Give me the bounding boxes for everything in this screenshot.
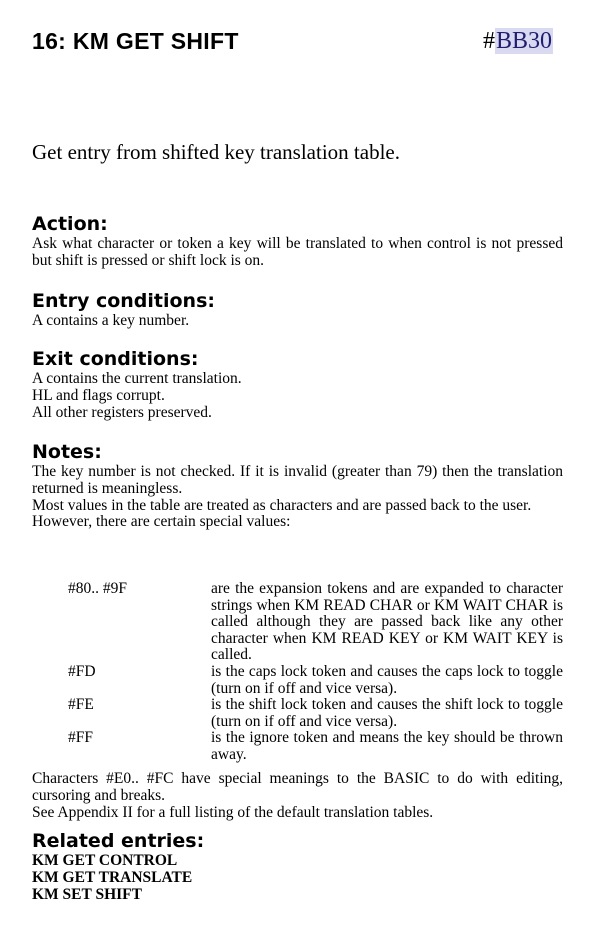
notes-paragraph: The key number is not checked. If it is invalid (greater than 79) then the translation [32,463,563,480]
special-value-row [68,730,563,763]
entry-conditions-text: A contains a key number. [32,312,190,329]
exit-conditions-heading: Exit conditions: [32,348,199,370]
entry-summary: Get entry from shifted key translation table. [32,140,400,164]
related-entry-link[interactable]: KM SET SHIFT [32,885,142,903]
special-value-row [68,664,563,697]
exit-line: All other registers preserved. [32,403,212,421]
notes-paragraph: See Appendix II for a full listing of the default translation tables. [32,803,434,821]
address-hash: # [482,28,495,54]
entry-address [483,28,553,55]
special-value-row [68,697,563,730]
related-entries-heading: Related entries: [32,830,205,852]
entry-conditions-heading: Entry conditions: [32,290,215,312]
special-value-row [68,581,563,664]
special-value-code: #FF [68,729,93,747]
special-value-description: is the caps lock token and causes the caps lock to toggle (turn on if off and vice versa). [211,662,563,697]
related-entry-link[interactable]: KM GET CONTROL [32,852,178,869]
exit-line: A contains the current translation. [32,370,242,387]
special-values-table [68,581,563,764]
page-title: 16: KM GET SHIFT [32,28,239,54]
notes-paragraph: However, there are certain special values: [32,513,291,531]
action-text: Ask what character or token a key will be translated to when control is not pressed but shift is pressed or shift lock is on. [32,235,563,269]
address-value: BB30 [495,28,552,54]
special-value-description: is the ignore token and means the key should be thrown away. [211,729,563,763]
special-value-description: are the expansion tokens and are expanded to character strings when KM READ CHAR or KM WAIT CHAR is called although they are passed back like any other character when KM READ KEY or KM WAIT KEY is called. [211,580,563,664]
notes-heading: Notes: [32,441,102,463]
notes-paragraph: Characters #E0.. #FC have special meanings to the BASIC to do with editing, cursoring and breaks. [32,770,563,804]
notes-paragraph: returned is meaningless. [32,479,183,497]
special-value-description: is the shift lock token and causes the shift lock to toggle (turn on if off and vice versa). [211,696,563,730]
related-entry-link[interactable]: KM GET TRANSLATE [32,868,193,886]
exit-line: HL and flags corrupt. [32,386,165,404]
exit-conditions-text [32,371,563,421]
special-value-code: #FD [68,662,96,680]
action-heading: Action: [32,213,108,235]
notes-text [32,464,563,531]
special-value-code: #80.. #9F [68,580,127,597]
notes-trailing-text [32,771,563,821]
related-entries-list [32,853,192,903]
notes-paragraph: Most values in the table are treated as characters and are passed back to the user. [32,496,532,514]
special-value-code: #FE [68,696,94,714]
